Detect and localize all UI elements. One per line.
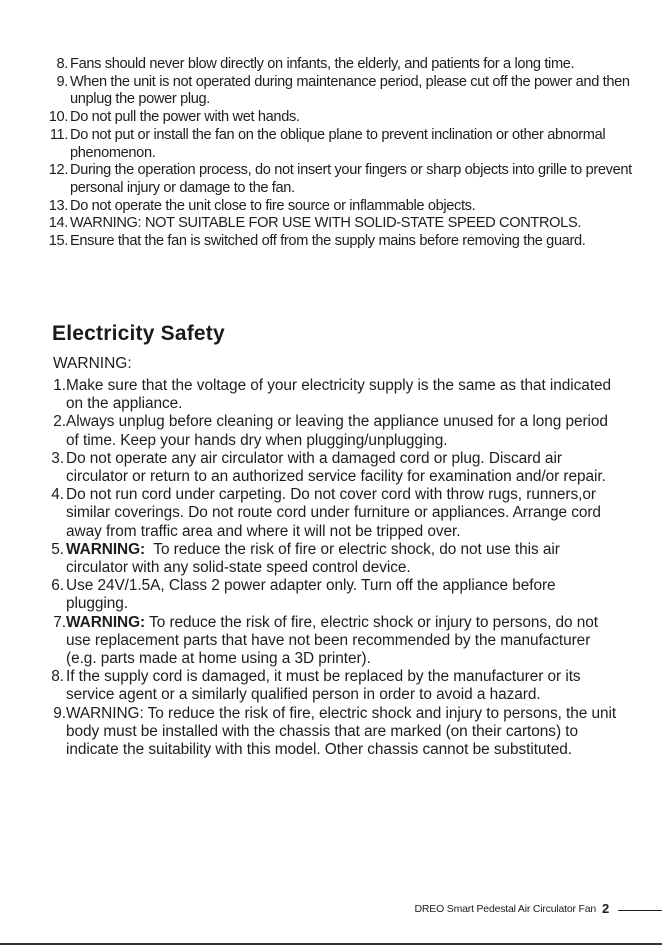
item-number: 15.	[48, 233, 68, 250]
list-item	[0, 413, 662, 449]
electricity-safety-list	[0, 377, 662, 759]
item-text: Make sure that the voltage of your electricity supply is the same as that indicated on the appliance.	[66, 377, 612, 413]
item-text: Use 24V/1.5A, Class 2 power adapter only. Turn off the appliance before plugging.	[66, 577, 556, 613]
list-item	[0, 109, 662, 127]
item-number: 13.	[48, 197, 68, 214]
item-number: 9.	[53, 704, 66, 722]
item-number: 5.	[51, 540, 64, 558]
item-text: Fans should never blow directly on infants, the elderly, and patients for a long time.	[70, 56, 575, 72]
warning-label: WARNING:	[66, 540, 146, 558]
list-item	[0, 215, 662, 233]
item-text: Always unplug before cleaning or leaving the appliance unused for a long period of time. Keep your hands dry when plugging/unplugging.	[66, 413, 608, 449]
footer-rule	[618, 910, 662, 911]
item-text: Ensure that the fan is switched off from the supply mains before removing the guard.	[70, 233, 586, 250]
list-item	[0, 162, 662, 197]
bottom-rule	[0, 943, 662, 945]
item-text: Do not operate any air circulator with a damaged cord or plug. Discard air circulator or return to an authorized service facility for examination and/or repair.	[66, 449, 606, 486]
item-text: WARNING: To reduce the risk of fire, electric shock and injury to persons, the unit body must be installed with the chassis that are marked (on their cartons) to indicate the suitability with this model. Other chassis cannot be substituted.	[66, 704, 617, 759]
item-number: 3.	[51, 449, 64, 467]
item-text: To reduce the risk of fire, electric shock or injury to persons, do not use replacement parts that have not been recommended by the manufacturer (e.g. parts made at home using a 3D printer).	[66, 613, 599, 668]
list-item	[0, 56, 662, 74]
item-number: 2.	[53, 413, 66, 431]
item-text: To reduce the risk of fire or electric shock, do not use this air circulator with any solid-state speed control device.	[66, 540, 560, 577]
list-item	[0, 668, 662, 704]
list-item	[0, 377, 662, 413]
item-number: 1.	[53, 377, 66, 394]
list-item	[0, 450, 662, 486]
list-item	[0, 74, 662, 109]
item-text: Do not pull the power with wet hands.	[70, 109, 300, 126]
section-title: Electricity Safety	[52, 322, 225, 345]
list-item	[0, 705, 662, 760]
item-number: 14.	[48, 215, 68, 232]
item-number: 12.	[48, 162, 68, 179]
list-item	[0, 486, 662, 541]
item-text: Do not run cord under carpeting. Do not cover cord with throw rugs, runners,or similar coverings. Do not route cord under furniture or appliances. Arrange cord away from traffic area and where it will not be tripped over.	[66, 486, 601, 540]
warning-label: WARNING:	[66, 613, 146, 631]
list-item	[0, 577, 662, 613]
item-number: 11.	[49, 126, 68, 143]
item-text: WARNING: NOT SUITABLE FOR USE WITH SOLID-STATE SPEED CONTROLS.	[70, 215, 582, 232]
list-item	[0, 614, 662, 669]
list-item	[0, 541, 662, 577]
footer-product-name: DREO Smart Pedestal Air Circulator Fan	[414, 903, 596, 915]
item-text: When the unit is not operated during maintenance period, please cut off the power and then unplug the power plug.	[70, 73, 630, 108]
warning-heading: WARNING:	[53, 355, 132, 372]
general-safety-list	[0, 56, 662, 251]
list-item	[0, 127, 662, 162]
item-number: 8.	[56, 56, 68, 72]
item-text: If the supply cord is damaged, it must be replaced by the manufacturer or its service agent or a similarly qualified person in order to avoid a hazard.	[66, 668, 581, 704]
item-number: 6.	[51, 577, 64, 595]
item-number: 8.	[51, 668, 64, 686]
item-text: Do not put or install the fan on the oblique plane to prevent inclination or other abnormal phenomenon.	[70, 126, 606, 161]
item-text: Do not operate the unit close to fire source or inflammable objects.	[70, 197, 476, 214]
page-number: 2	[602, 901, 610, 916]
item-text: During the operation process, do not insert your fingers or sharp objects into grille to prevent personal injury or damage to the fan.	[70, 162, 632, 196]
item-number: 4.	[51, 486, 64, 504]
list-item	[0, 233, 662, 251]
item-number: 10.	[48, 109, 68, 126]
item-number: 7.	[53, 613, 66, 631]
list-item	[0, 198, 662, 216]
item-number: 9.	[56, 73, 68, 90]
